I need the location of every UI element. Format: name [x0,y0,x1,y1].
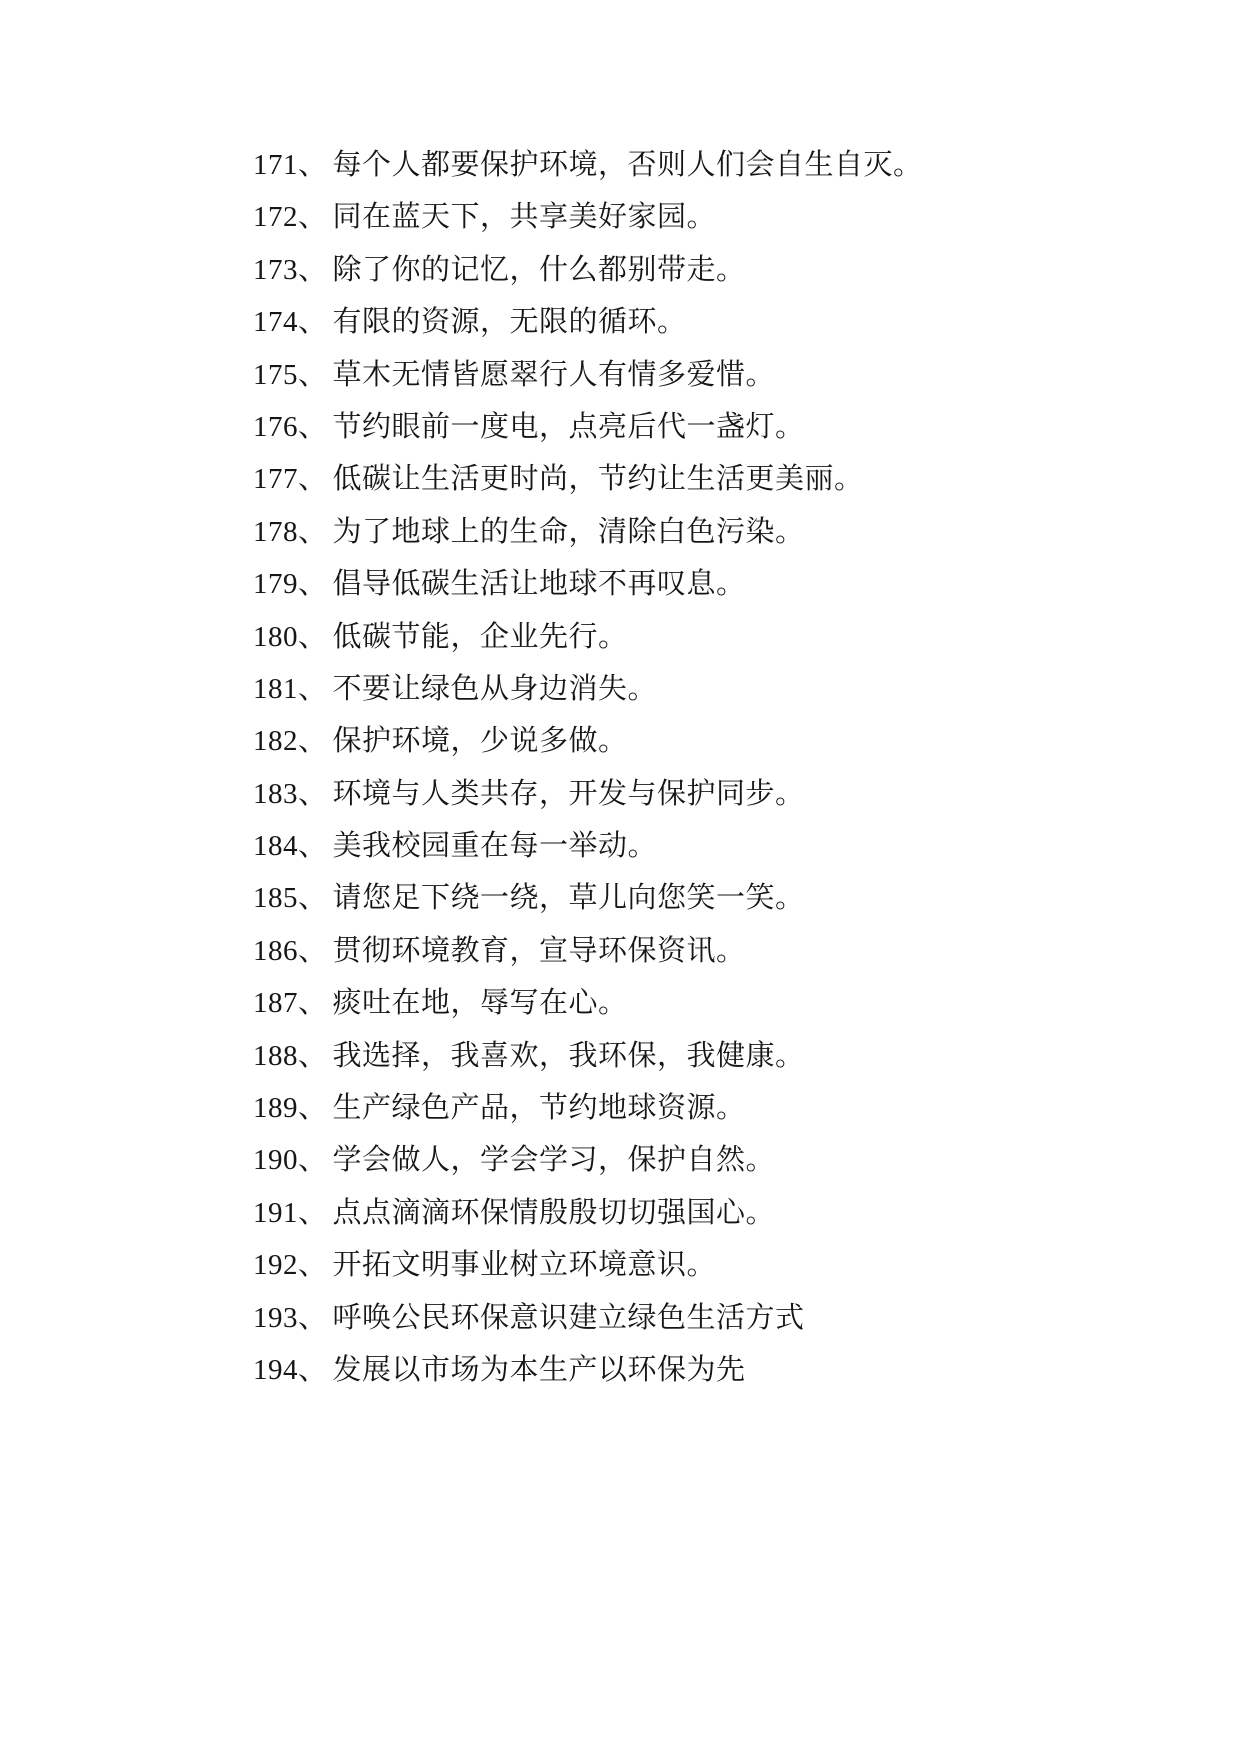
list-item [253,244,1181,296]
item-text: 保护环境，少说多做。 [332,725,628,758]
item-text: 低碳让生活更时尚，节约让生活更美丽。 [332,463,864,496]
item-text: 请您足下绕一绕，草儿向您笑一笑。 [332,882,805,915]
list-item [253,977,1181,1029]
item-number: 181、 [253,672,328,705]
item-text: 发展以市场为本生产以环保为先 [332,1353,746,1386]
list-item [253,1082,1181,1134]
item-text: 贯彻环境教育，宣导环保资讯。 [332,934,746,967]
item-number: 172、 [253,201,328,234]
item-text: 每个人都要保护环境，否则人们会自生自灭。 [332,149,923,181]
item-text: 我选择，我喜欢，我环保，我健康。 [332,1039,805,1072]
item-text: 为了地球上的生命，清除白色污染。 [332,515,805,548]
list-item [253,715,1181,767]
item-number: 176、 [253,410,328,443]
item-text: 开拓文明事业树立环境意识。 [332,1249,717,1282]
list-item [253,1292,1181,1344]
list-item [253,1134,1181,1186]
item-text: 点点滴滴环保情殷殷切切强国心。 [332,1196,776,1229]
list-item [253,139,1181,191]
item-text: 倡导低碳生活让地球不再叹息。 [332,568,746,601]
list-item [253,191,1181,243]
item-text: 美我校园重在每一举动。 [332,830,658,863]
slogan-list [253,139,1181,1396]
item-number: 192、 [253,1249,328,1282]
item-number: 179、 [253,568,328,601]
item-text: 学会做人，学会学习，保护自然。 [332,1144,776,1177]
list-item [253,296,1181,348]
list-item [253,663,1181,715]
item-text: 呼唤公民环保意识建立绿色生活方式 [332,1301,805,1334]
item-number: 175、 [253,358,328,391]
item-number: 194、 [253,1353,328,1386]
item-text: 节约眼前一度电，点亮后代一盏灯。 [332,410,805,443]
item-number: 185、 [253,882,328,915]
item-number: 171、 [253,149,328,181]
item-number: 174、 [253,306,328,339]
list-item [253,925,1181,977]
item-number: 191、 [253,1196,328,1229]
list-item [253,506,1181,558]
item-number: 193、 [253,1301,328,1334]
list-item [253,1030,1181,1082]
item-text: 草木无情皆愿翠行人有情多爱惜。 [332,358,776,391]
item-number: 173、 [253,253,328,286]
item-text: 除了你的记忆，什么都别带走。 [332,253,746,286]
item-text: 有限的资源，无限的循环。 [332,306,687,339]
item-number: 186、 [253,934,328,967]
list-item [253,1239,1181,1291]
item-text: 低碳节能，企业先行。 [332,620,628,653]
list-item [253,558,1181,610]
item-number: 178、 [253,515,328,548]
item-text: 生产绿色产品，节约地球资源。 [332,1092,746,1125]
item-text: 同在蓝天下，共享美好家园。 [332,201,717,234]
item-number: 183、 [253,777,328,810]
item-text: 痰吐在地，辱写在心。 [332,987,628,1020]
list-item [253,820,1181,872]
item-number: 189、 [253,1092,328,1125]
item-number: 188、 [253,1039,328,1072]
item-text: 环境与人类共存，开发与保护同步。 [332,777,805,810]
item-text: 不要让绿色从身边消失。 [332,672,658,705]
item-number: 182、 [253,725,328,758]
list-item [253,349,1181,401]
list-item [253,401,1181,453]
list-item [253,611,1181,663]
item-number: 187、 [253,987,328,1020]
item-number: 184、 [253,830,328,863]
item-number: 190、 [253,1144,328,1177]
item-number: 180、 [253,620,328,653]
list-item [253,768,1181,820]
item-number: 177、 [253,463,328,496]
list-item [253,1344,1181,1396]
list-item [253,872,1181,924]
list-item [253,1187,1181,1239]
list-item [253,453,1181,505]
